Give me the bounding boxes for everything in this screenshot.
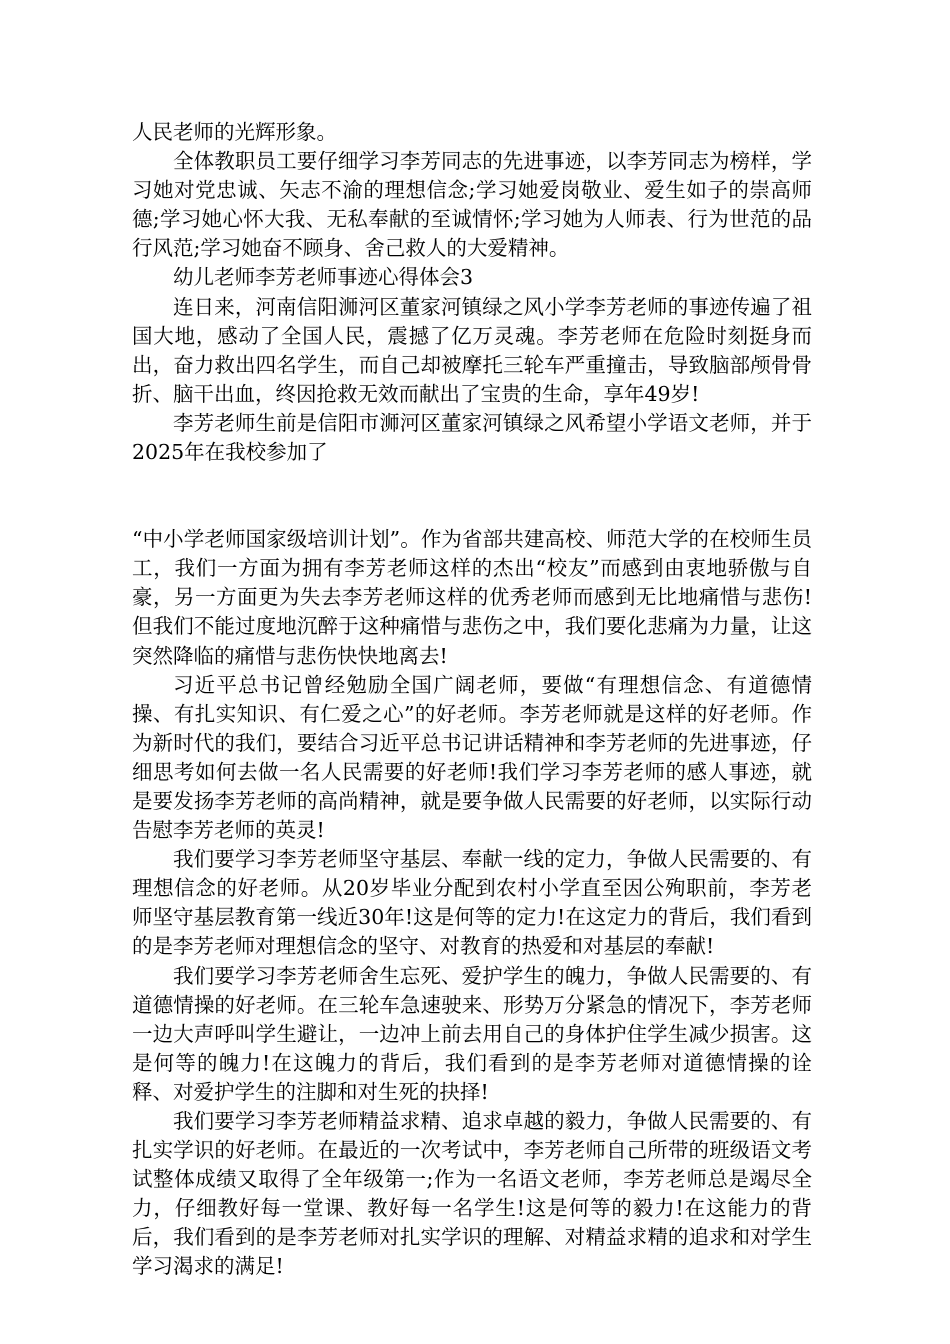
paragraph-gap bbox=[132, 467, 812, 525]
paragraph-background: 李芳老师生前是信阳市浉河区董家河镇绿之风希望小学语文老师，并于2025年在我校参加了 bbox=[132, 410, 812, 465]
section-heading: 幼儿老师李芳老师事迹心得体会3 bbox=[173, 265, 474, 290]
paragraph-staff-study: 全体教职员工要仔细学习李芳同志的先进事迹，以李芳同志为榜样，学习她对党忠诚、矢志不渝的理想信念;学习她爱岗敬业、爱生如子的崇高师德;学习她心怀大我、无私奉献的至诚情怀;学习她为人师表、行为世范的品行风范;学习她奋不顾身、舍己救人的大爱精神。 bbox=[132, 149, 812, 261]
paragraph-steadfastness: 我们要学习李芳老师坚守基层、奉献一线的定力，争做人民需要的、有理想信念的好老师。从20岁毕业分配到农村小学直至因公殉职前，李芳老师坚守基层教育第一线近30年!这是何等的定力!在这定力的背后，我们看到的是李芳老师对理想信念的坚守、对教育的热爱和对基层的奉献! bbox=[132, 847, 812, 959]
paragraph-recent-days: 连日来，河南信阳浉河区董家河镇绿之风小学李芳老师的事迹传遍了祖国大地，感动了全国人民，震撼了亿万灵魂。李芳老师在危险时刻挺身而出，奋力救出四名学生，而自己却被摩托三轮车严重撞击，导致脑部颅骨骨折、脑干出血，终因抢救无效而献出了宝贵的生命，享年49岁! bbox=[132, 294, 812, 406]
document-body bbox=[132, 118, 812, 1282]
paragraph-perseverance: 我们要学习李芳老师精益求精、追求卓越的毅力，争做人民需要的、有扎实学识的好老师。在最近的一次考试中，李芳老师自己所带的班级语文考试整体成绩又取得了全年级第一;作为一名语文老师，李芳老师总是竭尽全力，仔细教好每一堂课、教好每一名学生!这是何等的毅力!在这能力的背后，我们看到的是李芳老师对扎实学识的理解、对精益求精的追求和对学生学习渴求的满足! bbox=[132, 1109, 812, 1279]
paragraph-continuation: 人民老师的光辉形象。 bbox=[132, 120, 337, 144]
paragraph-good-teacher: 习近平总书记曾经勉励全国广阔老师，要做“有理想信念、有道德情操、有扎实知识、有仁爱之心”的好老师。李芳老师就是这样的好老师。作为新时代的我们，要结合习近平总书记讲话精神和李芳老师的先进事迹，仔细思考如何去做一名人民需要的好老师!我们学习李芳老师的感人事迹，就是要发扬李芳老师的高尚精神，就是要争做人民需要的好老师，以实际行动告慰李芳老师的英灵! bbox=[132, 672, 812, 843]
paragraph-training-plan: “中小学老师国家级培训计划”。作为省部共建高校、师范大学的在校师生员工，我们一方面为拥有李芳老师这样的杰出“校友”而感到由衷地骄傲与自豪，另一方面更为失去李芳老师这样的优秀老师而感到无比地痛惜与悲伤!但我们不能过度地沉醉于这种痛惜与悲伤之中，我们要化悲痛为力量，让这突然降临的痛惜与悲伤快快地离去! bbox=[132, 527, 812, 668]
paragraph-courage: 我们要学习李芳老师舍生忘死、爱护学生的魄力，争做人民需要的、有道德情操的好老师。在三轮车急速驶来、形势万分紧急的情况下，李芳老师一边大声呼叫学生避让，一边冲上前去用自己的身体护住学生减少损害。这是何等的魄力!在这魄力的背后，我们看到的是李芳老师对道德情操的诠释、对爱护学生的注脚和对生死的抉择! bbox=[132, 963, 812, 1104]
